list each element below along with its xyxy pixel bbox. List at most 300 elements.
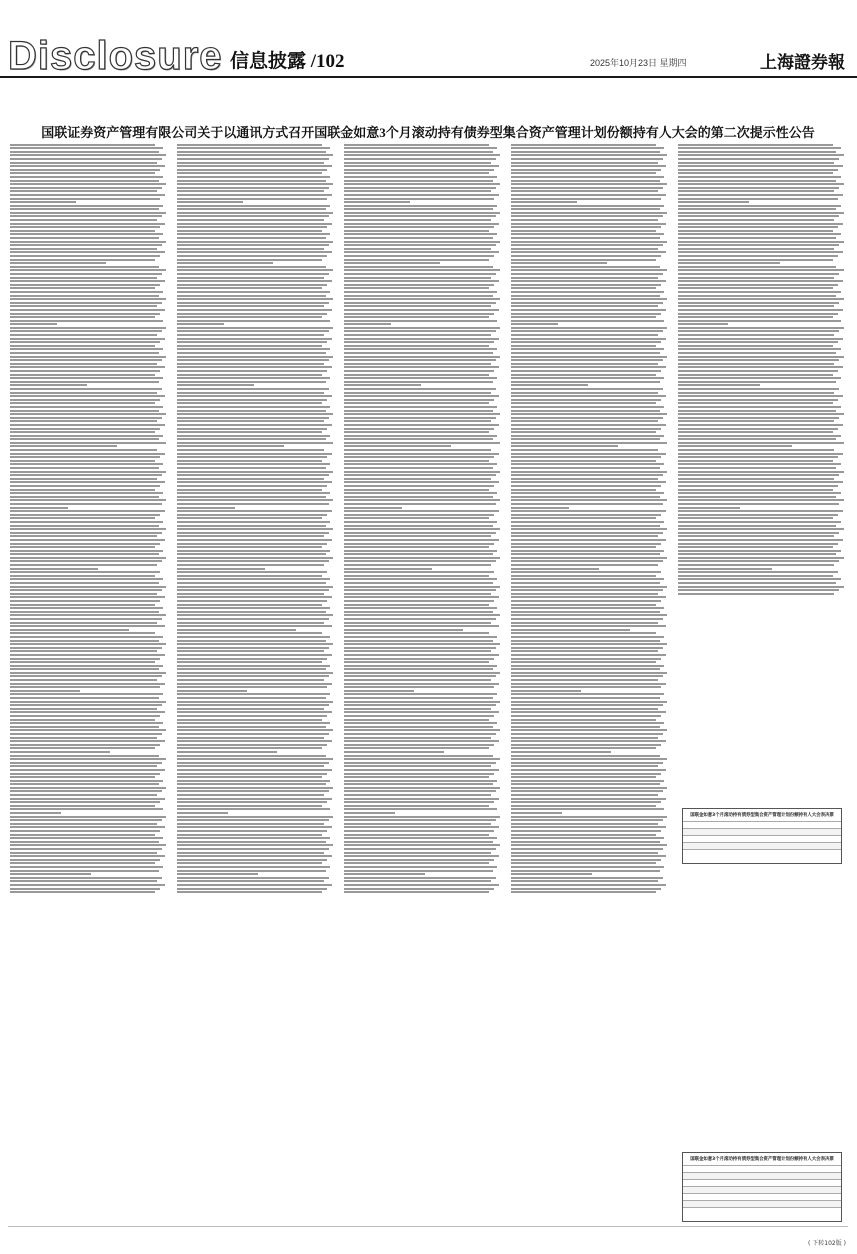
- text-line: [344, 392, 491, 394]
- text-line: [344, 395, 499, 397]
- text-line: [344, 273, 496, 275]
- text-line: [344, 499, 500, 501]
- text-line: [344, 787, 500, 789]
- text-line: [177, 144, 322, 146]
- text-line: [10, 852, 157, 854]
- text-line: [344, 370, 494, 372]
- text-line: [10, 596, 165, 598]
- text-line: [10, 305, 157, 307]
- text-line: [10, 532, 162, 534]
- text-line: [10, 180, 159, 182]
- text-line: [511, 679, 658, 681]
- text-line: [177, 341, 327, 343]
- text-line: [177, 438, 326, 440]
- text-line: [344, 151, 493, 153]
- text-line: [344, 169, 494, 171]
- text-line: [511, 194, 666, 196]
- text-line: [10, 535, 157, 537]
- text-line: [678, 201, 749, 203]
- text-line: [177, 794, 324, 796]
- text-line: [10, 859, 160, 861]
- text-line: [511, 313, 661, 315]
- text-line: [177, 665, 330, 667]
- text-line: [177, 643, 333, 645]
- text-line: [344, 614, 500, 616]
- text-line: [177, 855, 332, 857]
- text-line: [10, 302, 162, 304]
- text-line: [177, 489, 322, 491]
- section-wordmark: Disclosure: [8, 34, 223, 78]
- text-line: [177, 496, 326, 498]
- text-line: [177, 532, 329, 534]
- text-line: [511, 769, 666, 771]
- text-line: [678, 309, 843, 311]
- text-line: [177, 370, 327, 372]
- text-line: [344, 819, 496, 821]
- text-line: [511, 654, 666, 656]
- text-line: [678, 291, 841, 293]
- text-line: [177, 499, 333, 501]
- text-line: [177, 388, 329, 390]
- text-line: [10, 223, 165, 225]
- text-line: [177, 395, 332, 397]
- text-line: [177, 614, 333, 616]
- text-line: [511, 733, 663, 735]
- page-continuation-marker: ( 下转102版 ): [808, 1240, 846, 1247]
- text-line: [344, 575, 489, 577]
- text-line: [511, 783, 660, 785]
- text-line: [344, 686, 494, 688]
- text-line: [344, 586, 500, 588]
- text-line: [177, 320, 330, 322]
- text-line: [10, 866, 163, 868]
- text-line: [678, 575, 833, 577]
- text-line: [177, 158, 329, 160]
- text-line: [511, 327, 667, 329]
- text-line: [678, 180, 836, 182]
- text-line: [177, 658, 327, 660]
- text-line: [511, 614, 667, 616]
- text-line: [678, 313, 838, 315]
- text-line: [177, 327, 333, 329]
- text-line: [511, 363, 658, 365]
- text-line: [10, 442, 166, 444]
- text-line: [177, 492, 330, 494]
- text-line: [177, 686, 327, 688]
- text-line: [344, 528, 500, 530]
- text-line: [678, 525, 836, 527]
- text-line: [511, 636, 664, 638]
- text-line: [10, 697, 159, 699]
- text-line: [10, 604, 155, 606]
- text-line: [10, 632, 155, 634]
- text-line: [10, 230, 155, 232]
- text-line: [10, 740, 165, 742]
- text-line: [177, 589, 329, 591]
- text-line: [678, 546, 833, 548]
- text-line: [344, 564, 491, 566]
- text-line: [10, 510, 165, 512]
- text-line: [511, 880, 658, 882]
- text-line: [177, 596, 332, 598]
- text-line: [10, 550, 163, 552]
- text-line: [344, 607, 497, 609]
- text-line: [511, 521, 664, 523]
- text-line: [344, 693, 497, 695]
- text-line: [511, 180, 660, 182]
- text-line: [10, 808, 163, 810]
- text-line: [678, 449, 834, 451]
- text-line: [511, 640, 660, 642]
- text-line: [511, 496, 660, 498]
- text-line: [344, 891, 489, 893]
- text-line: [511, 226, 661, 228]
- text-line: [10, 269, 166, 271]
- text-line: [511, 374, 656, 376]
- text-line: [177, 607, 330, 609]
- text-line: [10, 158, 162, 160]
- text-line: [10, 586, 166, 588]
- text-line: [10, 338, 165, 340]
- text-line: [177, 485, 327, 487]
- text-line: [177, 780, 330, 782]
- text-line: [344, 773, 494, 775]
- text-line: [10, 611, 159, 613]
- text-line: [177, 219, 324, 221]
- text-line: [678, 478, 834, 480]
- text-line: [511, 826, 666, 828]
- text-line: [177, 564, 324, 566]
- text-line: [10, 643, 166, 645]
- text-line: [10, 212, 166, 214]
- text-line: [177, 169, 327, 171]
- text-line: [177, 783, 326, 785]
- text-line: [177, 445, 284, 447]
- text-line: [177, 837, 330, 839]
- text-line: [344, 830, 494, 832]
- text-line: [344, 266, 493, 268]
- text-line: [177, 305, 324, 307]
- text-line: [10, 208, 159, 210]
- text-line: [10, 765, 157, 767]
- text-line: [177, 701, 333, 703]
- text-line: [511, 291, 664, 293]
- text-line: [678, 553, 836, 555]
- text-line: [10, 215, 162, 217]
- text-line: [177, 668, 326, 670]
- text-line: [10, 262, 106, 264]
- text-line: [678, 219, 834, 221]
- text-line: [511, 154, 667, 156]
- text-line: [344, 632, 489, 634]
- text-line: [678, 363, 834, 365]
- text-line: [344, 316, 489, 318]
- text-line: [10, 693, 163, 695]
- text-line: [344, 808, 497, 810]
- text-line: [344, 467, 493, 469]
- text-line: [678, 259, 833, 261]
- text-line: [678, 557, 844, 559]
- text-line: [678, 474, 839, 476]
- text-line: [177, 223, 332, 225]
- text-line: [10, 737, 157, 739]
- text-line: [344, 888, 494, 890]
- text-line: [678, 467, 836, 469]
- text-line: [177, 758, 333, 760]
- text-line: [344, 812, 395, 814]
- text-line: [678, 194, 843, 196]
- text-line: [177, 478, 324, 480]
- text-line: [177, 553, 326, 555]
- ballot-table-2: [682, 1152, 842, 1222]
- text-line: [177, 539, 332, 541]
- text-line: [678, 352, 836, 354]
- text-line: [511, 801, 661, 803]
- text-line: [344, 320, 497, 322]
- text-column-1: [10, 142, 168, 1232]
- text-line: [10, 571, 160, 573]
- text-line: [10, 456, 160, 458]
- text-line: [177, 891, 322, 893]
- text-line: [177, 460, 322, 462]
- text-line: [344, 755, 493, 757]
- text-line: [10, 377, 163, 379]
- text-line: [344, 589, 496, 591]
- text-line: [678, 424, 843, 426]
- text-line: [177, 233, 330, 235]
- text-line: [177, 474, 329, 476]
- text-line: [678, 568, 772, 570]
- text-line: [10, 435, 163, 437]
- text-line: [511, 535, 658, 537]
- text-line: [177, 769, 332, 771]
- text-line: [344, 661, 489, 663]
- text-line: [344, 859, 494, 861]
- text-line: [344, 413, 500, 415]
- text-line: [511, 410, 660, 412]
- text-line: [177, 507, 235, 509]
- text-line: [678, 233, 841, 235]
- text-line: [10, 672, 166, 674]
- text-line: [344, 841, 493, 843]
- text-line: [344, 313, 494, 315]
- text-line: [177, 632, 322, 634]
- text-line: [10, 366, 165, 368]
- text-line: [511, 348, 664, 350]
- text-line: [678, 453, 843, 455]
- text-line: [511, 564, 658, 566]
- text-line: [678, 341, 838, 343]
- text-line: [511, 370, 661, 372]
- text-line: [10, 323, 57, 325]
- text-line: [177, 338, 332, 340]
- text-line: [10, 755, 159, 757]
- text-line: [344, 683, 499, 685]
- text-line: [678, 535, 834, 537]
- text-line: [678, 507, 740, 509]
- text-line: [511, 277, 658, 279]
- text-line: [344, 618, 496, 620]
- text-line: [10, 647, 162, 649]
- text-line: [344, 690, 414, 692]
- text-line: [511, 816, 667, 818]
- text-line: [10, 769, 165, 771]
- text-line: [344, 485, 494, 487]
- text-line: [10, 284, 160, 286]
- text-line: [344, 194, 499, 196]
- text-line: [10, 445, 117, 447]
- text-line: [344, 790, 496, 792]
- text-line: [10, 614, 166, 616]
- text-line: [344, 334, 491, 336]
- text-line: [177, 463, 330, 465]
- text-line: [344, 675, 496, 677]
- text-line: [344, 428, 494, 430]
- text-line: [177, 715, 327, 717]
- text-line: [344, 701, 500, 703]
- text-line: [511, 298, 667, 300]
- text-line: [10, 683, 165, 685]
- text-line: [511, 859, 661, 861]
- text-line: [177, 302, 329, 304]
- text-line: [511, 262, 607, 264]
- text-line: [511, 338, 666, 340]
- text-line: [10, 428, 160, 430]
- text-line: [511, 751, 611, 753]
- text-line: [678, 244, 839, 246]
- text-line: [177, 629, 296, 631]
- text-line: [511, 467, 660, 469]
- text-line: [511, 295, 660, 297]
- text-line: [511, 586, 667, 588]
- text-line: [344, 478, 491, 480]
- text-line: [10, 625, 165, 627]
- text-line: [10, 880, 157, 882]
- text-line: [678, 442, 844, 444]
- text-line: [511, 172, 656, 174]
- text-line: [177, 334, 324, 336]
- text-line: [344, 744, 494, 746]
- text-line: [511, 726, 660, 728]
- text-line: [511, 309, 666, 311]
- text-line: [177, 410, 326, 412]
- text-line: [344, 327, 500, 329]
- text-line: [10, 668, 159, 670]
- text-line: [678, 586, 844, 588]
- text-line: [10, 575, 155, 577]
- text-line: [10, 320, 163, 322]
- text-line: [511, 729, 667, 731]
- text-line: [344, 259, 489, 261]
- text-line: [177, 578, 330, 580]
- text-line: [344, 704, 496, 706]
- text-line: [10, 841, 159, 843]
- text-line: [511, 891, 656, 893]
- text-line: [10, 316, 155, 318]
- text-line: [177, 381, 326, 383]
- text-line: [511, 798, 666, 800]
- text-line: [678, 521, 841, 523]
- text-line: [678, 593, 834, 595]
- text-line: [678, 230, 833, 232]
- text-line: [344, 553, 493, 555]
- text-line: [344, 751, 444, 753]
- text-line: [344, 625, 499, 627]
- text-line: [678, 158, 839, 160]
- text-line: [511, 215, 663, 217]
- text-line: [511, 147, 664, 149]
- text-line: [177, 198, 327, 200]
- text-line: [10, 560, 162, 562]
- text-line: [678, 241, 844, 243]
- text-line: [177, 431, 322, 433]
- text-line: [10, 675, 162, 677]
- text-line: [177, 201, 243, 203]
- text-line: [10, 169, 160, 171]
- text-line: [10, 751, 110, 753]
- text-line: [344, 377, 497, 379]
- text-line: [344, 640, 493, 642]
- text-line: [10, 805, 155, 807]
- text-line: [344, 280, 499, 282]
- text-line: [10, 546, 155, 548]
- text-line: [177, 557, 333, 559]
- text-line: [511, 359, 663, 361]
- text-line: [177, 514, 327, 516]
- text-line: [678, 284, 838, 286]
- text-line: [177, 848, 329, 850]
- text-line: [511, 492, 664, 494]
- text-line: [177, 844, 333, 846]
- text-line: [511, 417, 663, 419]
- text-line: [511, 158, 663, 160]
- text-line: [344, 489, 489, 491]
- text-line: [678, 208, 836, 210]
- text-line: [10, 686, 160, 688]
- text-line: [344, 205, 497, 207]
- text-line: [678, 305, 834, 307]
- text-line: [177, 737, 324, 739]
- text-line: [177, 762, 329, 764]
- text-line: [511, 208, 660, 210]
- text-line: [344, 302, 496, 304]
- text-line: [177, 719, 322, 721]
- text-line: [344, 162, 491, 164]
- text-line: [678, 435, 841, 437]
- text-line: [511, 251, 666, 253]
- text-line: [177, 348, 330, 350]
- text-line: [344, 144, 489, 146]
- text-line: [678, 251, 843, 253]
- text-column-4: [511, 142, 669, 1232]
- issue-date: 2025年10月23日 星期四: [590, 58, 687, 68]
- text-line: [10, 636, 163, 638]
- text-line: [177, 190, 324, 192]
- text-line: [511, 794, 658, 796]
- text-line: [344, 230, 489, 232]
- text-line: [10, 690, 80, 692]
- text-line: [10, 413, 166, 415]
- text-line: [177, 154, 333, 156]
- text-line: [511, 248, 658, 250]
- text-line: [344, 647, 496, 649]
- text-line: [344, 672, 500, 674]
- text-line: [10, 438, 159, 440]
- text-line: [678, 190, 834, 192]
- text-line: [177, 640, 326, 642]
- text-line: [10, 460, 155, 462]
- text-line: [678, 388, 839, 390]
